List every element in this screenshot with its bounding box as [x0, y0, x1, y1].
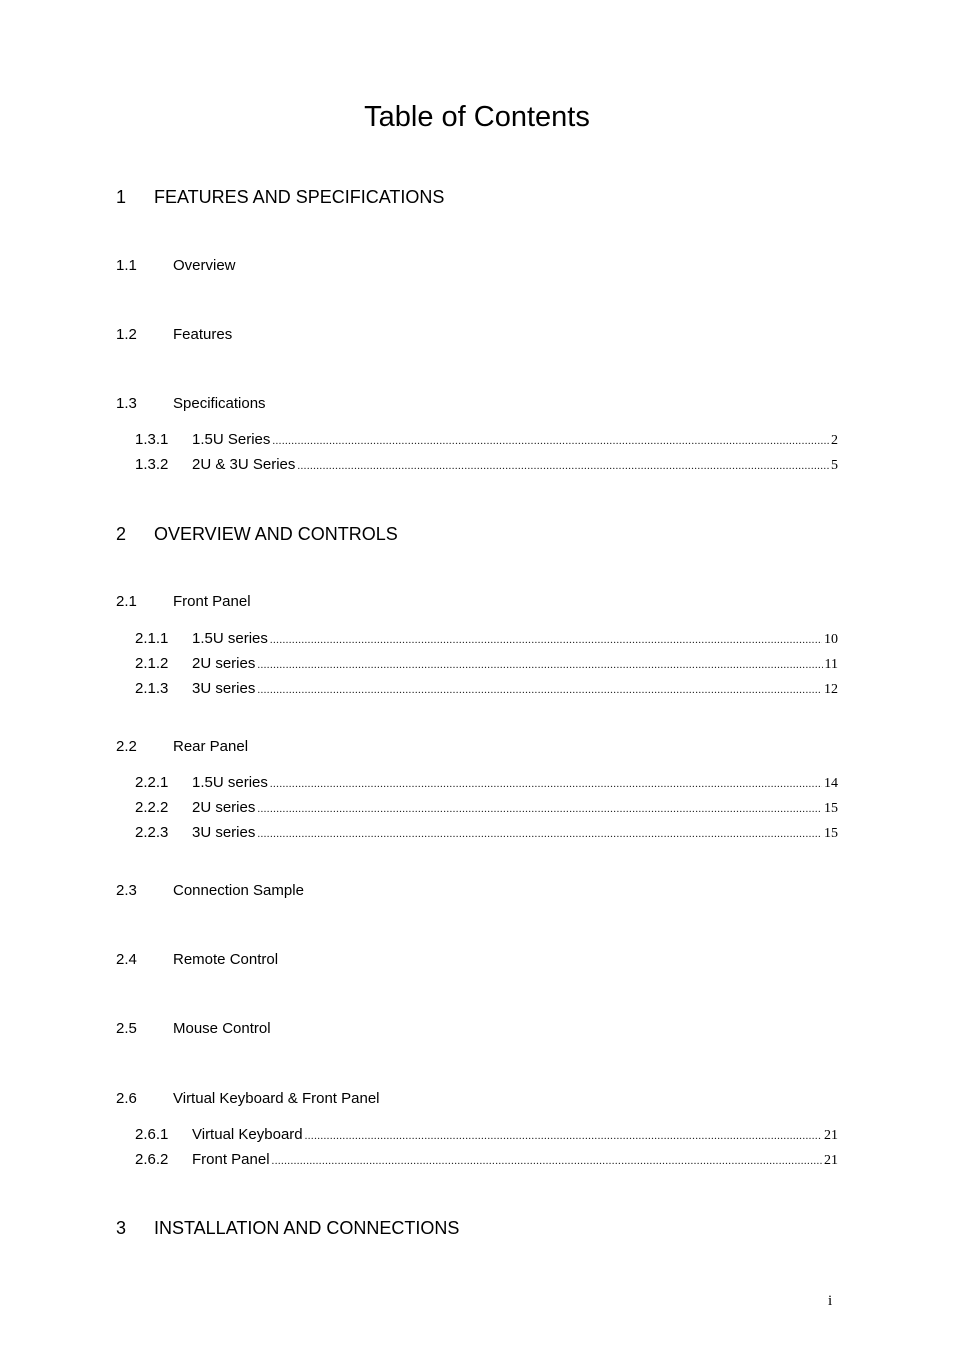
entry-number: 2.6.2: [135, 1151, 169, 1168]
subsection-title: Features: [173, 326, 233, 343]
dot-leader: [257, 799, 822, 819]
entry-number: 2.2.3: [135, 824, 169, 841]
toc-entry-2-1-2[interactable]: [135, 654, 838, 675]
subsection-number: 1.3: [116, 395, 137, 412]
dot-leader: [297, 456, 829, 476]
section-title: INSTALLATION AND CONNECTIONS: [154, 1218, 460, 1238]
subsection-title: Front Panel: [173, 593, 251, 610]
entry-page-number: 2: [831, 433, 838, 448]
entry-title: 1.5U Series: [192, 431, 271, 448]
toc-entry-2-2-1[interactable]: [135, 773, 838, 794]
toc-subsection-2-4[interactable]: [116, 950, 278, 970]
toc-subsection-1-2[interactable]: [116, 325, 232, 345]
entry-page-number: 11: [824, 657, 838, 672]
toc-entry-2-6-2[interactable]: [135, 1150, 838, 1171]
toc-subsection-1-3[interactable]: [116, 394, 266, 414]
dot-leader: [270, 630, 822, 650]
subsection-number: 2.6: [116, 1090, 137, 1107]
entry-page-number: 5: [831, 458, 838, 473]
entry-number: 1.3.1: [135, 431, 169, 448]
subsection-title: Mouse Control: [173, 1020, 271, 1037]
section-title: FEATURES AND SPECIFICATIONS: [154, 187, 445, 207]
entry-title: 1.5U series: [192, 630, 268, 647]
entry-number: 2.1.1: [135, 630, 169, 647]
section-number: 2: [116, 524, 127, 544]
section-number: 3: [116, 1218, 127, 1238]
subsection-title: Remote Control: [173, 951, 279, 968]
dot-leader: [305, 1126, 822, 1146]
toc-section-1[interactable]: [116, 185, 444, 209]
entry-number: 2.1.3: [135, 680, 169, 697]
subsection-title: Rear Panel: [173, 738, 249, 755]
subsection-number: 2.5: [116, 1020, 137, 1037]
entry-title: 2U series: [192, 799, 256, 816]
subsection-number: 2.2: [116, 738, 137, 755]
dot-leader: [272, 1151, 822, 1171]
subsection-title: Specifications: [173, 395, 266, 412]
entry-title: Front Panel: [192, 1151, 270, 1168]
toc-subsection-1-1[interactable]: [116, 256, 236, 276]
subsection-number: 2.3: [116, 882, 137, 899]
entry-page-number: 15: [824, 801, 838, 816]
dot-leader: [272, 431, 829, 451]
entry-page-number: 14: [824, 776, 838, 791]
toc-entry-1-3-2[interactable]: [135, 455, 838, 476]
toc-entry-2-1-1[interactable]: [135, 629, 838, 650]
subsection-number: 2.1: [116, 593, 137, 610]
toc-subsection-2-1[interactable]: [116, 592, 251, 612]
subsection-number: 1.2: [116, 326, 137, 343]
entry-page-number: 21: [824, 1153, 838, 1168]
subsection-number: 2.4: [116, 951, 137, 968]
section-title: OVERVIEW AND CONTROLS: [154, 524, 398, 544]
toc-section-2[interactable]: [116, 522, 398, 546]
dot-leader: [257, 824, 822, 844]
entry-page-number: 21: [824, 1128, 838, 1143]
toc-entry-2-2-2[interactable]: [135, 798, 838, 819]
toc-subsection-2-2[interactable]: [116, 737, 248, 757]
toc-entry-2-2-3[interactable]: [135, 823, 838, 844]
entry-number: 2.1.2: [135, 655, 169, 672]
entry-title: Virtual Keyboard: [192, 1126, 303, 1143]
entry-page-number: 10: [824, 632, 838, 647]
subsection-number: 1.1: [116, 257, 137, 274]
toc-entry-1-3-1[interactable]: [135, 430, 838, 451]
subsection-title: Overview: [173, 257, 236, 274]
dot-leader: [257, 655, 822, 675]
entry-number: 2.2.1: [135, 774, 169, 791]
toc-section-3[interactable]: [116, 1216, 459, 1240]
entry-title: 1.5U series: [192, 774, 268, 791]
entry-title: 2U series: [192, 655, 256, 672]
entry-number: 2.6.1: [135, 1126, 169, 1143]
entry-title: 2U & 3U Series: [192, 456, 296, 473]
entry-number: 2.2.2: [135, 799, 169, 816]
subsection-title: Connection Sample: [173, 882, 304, 899]
toc-entry-2-6-1[interactable]: [135, 1125, 838, 1146]
entry-number: 1.3.2: [135, 456, 169, 473]
toc-entry-2-1-3[interactable]: [135, 679, 838, 700]
entry-title: 3U series: [192, 680, 256, 697]
entry-title: 3U series: [192, 824, 256, 841]
section-number: 1: [116, 187, 127, 207]
toc-subsection-2-6[interactable]: [116, 1089, 380, 1109]
entry-page-number: 15: [824, 826, 838, 841]
entry-page-number: 12: [824, 682, 838, 697]
dot-leader: [270, 774, 822, 794]
toc-subsection-2-5[interactable]: [116, 1019, 271, 1039]
dot-leader: [257, 680, 822, 700]
page-title: Table of Contents: [364, 101, 590, 133]
subsection-title: Virtual Keyboard & Front Panel: [173, 1090, 380, 1107]
toc-subsection-2-3[interactable]: [116, 881, 304, 901]
page-number: i: [828, 1293, 833, 1309]
